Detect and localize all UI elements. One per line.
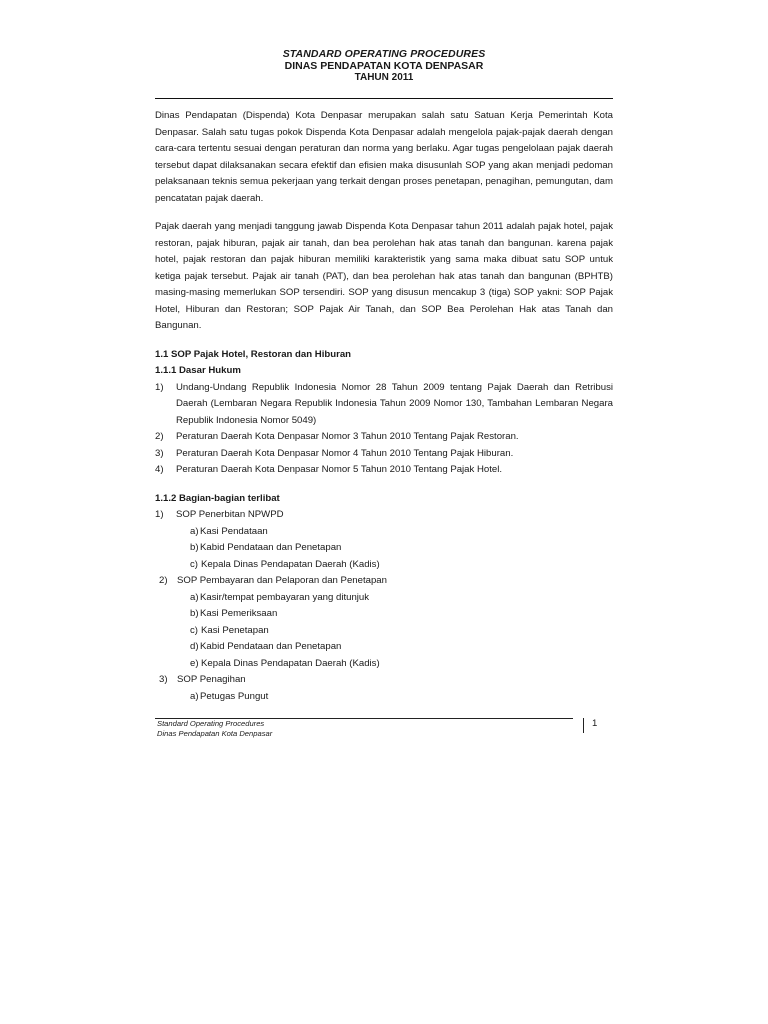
- group-label: SOP Penerbitan NPWPD: [176, 509, 284, 520]
- list-item-text: Kabid Pendataan dan Penetapan: [200, 542, 342, 553]
- group-number: 1): [155, 509, 164, 520]
- list-item-text: Petugas Pungut: [200, 690, 269, 702]
- list-item-number: 1): [155, 381, 164, 393]
- page-number: 1: [592, 718, 598, 729]
- list-item-text: Kasi Pemeriksaan: [200, 608, 278, 619]
- list-item-text: Kepala Dinas Pendapatan Daerah (Kadis): [201, 558, 380, 570]
- list-item: [155, 639, 613, 656]
- list-item: [155, 446, 613, 463]
- footer-line-1: Standard Operating Procedures: [157, 719, 265, 728]
- list-item: [155, 590, 613, 607]
- list-item-number: 3): [155, 447, 164, 459]
- list-item-text: Peraturan Daerah Kota Denpasar Nomor 5 Tahun 2010 Tentang Pajak Hotel.: [176, 464, 503, 475]
- header-title: STANDARD OPERATING PROCEDURES: [282, 48, 486, 60]
- list-item: [155, 656, 613, 673]
- group-label: SOP Penagihan: [177, 674, 246, 685]
- list-item: [155, 606, 613, 623]
- list-item-text: Kabid Pendataan dan Penetapan: [200, 641, 342, 652]
- header-divider: [155, 98, 613, 99]
- list-item-letter: e): [190, 657, 199, 669]
- list-item-number: 2): [155, 431, 164, 442]
- list-item-letter: b): [190, 542, 199, 553]
- list-item: [155, 557, 613, 574]
- list-item: [155, 540, 613, 557]
- list-item-text: Kepala Dinas Pendapatan Daerah (Kadis): [201, 657, 380, 669]
- document-header: [155, 48, 613, 84]
- list-item: [155, 429, 613, 446]
- group-heading: [155, 507, 613, 524]
- list-item-number: 4): [155, 464, 164, 475]
- group-label: SOP Pembayaran dan Pelaporan dan Penetapan: [177, 575, 387, 586]
- list-item-letter: c): [190, 558, 198, 570]
- list-item-letter: c): [190, 624, 198, 636]
- document-body: [155, 108, 613, 705]
- footer-page-separator: [583, 718, 584, 733]
- subsection-title-dasar-hukum: 1.1.1 Dasar Hukum: [155, 365, 241, 376]
- group-number: 3): [159, 674, 168, 685]
- intro-paragraph-2: Pajak daerah yang menjadi tanggung jawab Dispenda Kota Denpasar tahun 2011 adalah pajak hotel, pajak restoran, pajak hiburan, pajak air tanah, dan bea perolehan hak atas tanah dan bangunan. karena pajak hotel, pajak restoran dan pajak hiburan memiliki karakteristik yang sama maka dibuat satu SOP untuk ketiga pajak tersebut. Pajak air tanah (PAT), dan bea perolehan hak atas tanah dan bangunan (BPHTB) masing-masing memerlukan SOP tersendiri. SOP yang disusun mencakup 3 (tiga) SOP yakni: SOP Pajak Hotel, Hiburan dan Restoran; SOP Pajak Air Tanah, dan SOP Bea Perolehan Hak atas Tanah dan Bangunan.: [155, 221, 613, 331]
- list-item-letter: a): [190, 690, 199, 702]
- intro-paragraph-1: Dinas Pendapatan (Dispenda) Kota Denpasar merupakan salah satu Satuan Kerja Pemerintah Kota Denpasar. Salah satu tugas pokok Dispenda Kota Denpasar adalah mengelola pajak-pajak daerah dengan cara-cara tertentu sesuai dengan peraturan dan norma yang berlaku. Agar tugas pengelolaan pajak daerah tersebut dapat dilaksanakan secara efektif dan efisien maka disusunlah SOP yang akan menjadi pedoman pelaksanaan teknis semua pekerjaan yang terkait dengan proses penetapan, penagihan, pemungutan, dam pencatatan pajak daerah.: [155, 110, 613, 204]
- list-item-text: Peraturan Daerah Kota Denpasar Nomor 3 Tahun 2010 Tentang Pajak Restoran.: [176, 431, 519, 442]
- list-item-letter: a): [190, 591, 199, 603]
- group-number: 2): [159, 575, 168, 586]
- list-item-text: Peraturan Daerah Kota Denpasar Nomor 4 Tahun 2010 Tentang Pajak Hiburan.: [176, 447, 514, 459]
- subsection-title-bagian: 1.1.2 Bagian-bagian terlibat: [155, 492, 280, 504]
- list-item-text: Kasir/tempat pembayaran yang ditunjuk: [200, 591, 370, 603]
- list-item-letter: b): [190, 608, 199, 619]
- list-item-letter: d): [190, 641, 199, 652]
- footer-line-2: Dinas Pendapatan Kota Denpasar: [157, 729, 273, 738]
- header-subtitle: DINAS PENDAPATAN KOTA DENPASAR: [284, 60, 484, 72]
- list-item-text: Kasi Penetapan: [201, 624, 269, 636]
- list-item: [155, 524, 613, 541]
- list-item-text: Kasi Pendataan: [200, 525, 268, 537]
- group-heading: [155, 672, 613, 689]
- list-item-text: Undang-Undang Republik Indonesia Nomor 28 Tahun 2009 tentang Pajak Daerah dan Retribusi Daerah (Lembaran Negara Republik Indonesia Tahun 2009 Nomor 130, Tambahan Lembaran Negara Republik Indonesia Nomor 5049): [176, 381, 613, 426]
- list-item: [155, 689, 613, 706]
- list-item: [155, 462, 613, 479]
- header-year: TAHUN 2011: [354, 72, 414, 83]
- list-item-letter: a): [190, 525, 199, 537]
- section-title: 1.1 SOP Pajak Hotel, Restoran dan Hiburan: [155, 348, 352, 360]
- list-item: [155, 623, 613, 640]
- group-heading: [155, 573, 613, 590]
- list-item: [155, 380, 613, 430]
- page-footer: [157, 719, 272, 739]
